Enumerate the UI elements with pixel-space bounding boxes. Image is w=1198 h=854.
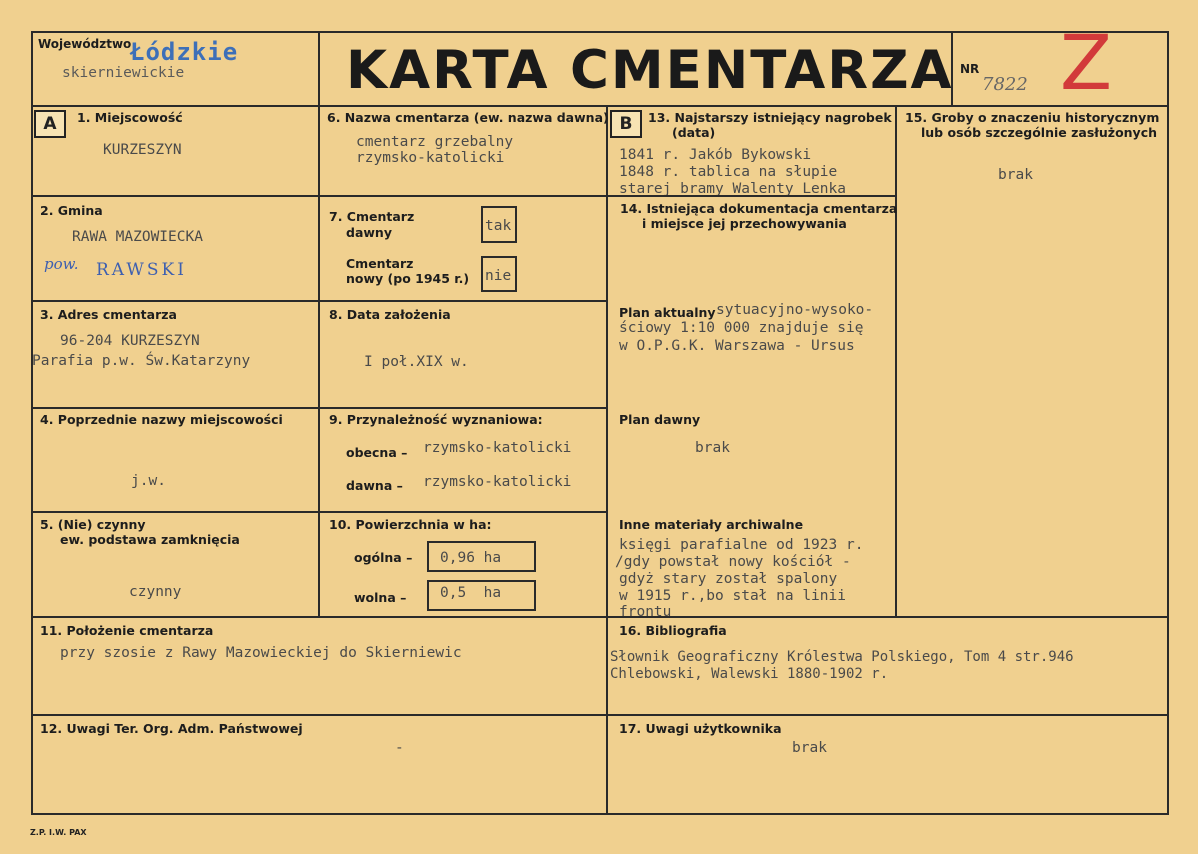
row-line-1: [32, 195, 608, 197]
field-14-inne-line3: gdyż stary został spalony: [619, 571, 838, 587]
field-14-inne-line4: w 1915 r.,bo stał na linii: [619, 588, 846, 604]
field-14-plan-aktualny-label: Plan aktualny: [619, 305, 716, 320]
field-17-value: brak: [792, 740, 827, 756]
wojewodztwo-sub: skierniewickie: [62, 65, 185, 81]
field-13-label: 13. Najstarszy istniejący nagrobek: [648, 110, 892, 125]
field-4-label: 4. Poprzednie nazwy miejscowości: [40, 412, 283, 427]
field-3-line2: Parafia p.w. Św.Katarzyny: [32, 353, 251, 369]
field-16-label: 16. Bibliografia: [619, 623, 727, 638]
field-1-value: KURZESZYN: [103, 142, 182, 158]
col-divider-1: [318, 31, 320, 617]
field-16-line2: Chlebowski, Walewski 1880-1902 r.: [610, 666, 889, 682]
field-7-nowy-label: Cmentarz: [346, 256, 414, 271]
wojewodztwo-label: Województwo: [38, 37, 132, 51]
row-line-2: [32, 300, 608, 302]
field-14-plan-line1: sytuacyjno-wysoko-: [716, 302, 874, 318]
field-13-line3: starej bramy Walenty Lenka: [619, 181, 846, 195]
field-14-sublabel: i miejsce jej przechowywania: [642, 216, 847, 231]
page-title: KARTA CMENTARZA: [346, 40, 954, 101]
nr-label: NR: [960, 62, 980, 76]
col-divider-3: [895, 105, 897, 617]
field-13-line2: 1848 r. tablica na słupie: [619, 164, 838, 180]
field-14-plan-dawny-value: brak: [695, 440, 730, 456]
field-14-plan-dawny-label: Plan dawny: [619, 412, 701, 427]
field-14-inne-line5: frontu: [619, 604, 672, 616]
field-14-plan-line3: w O.P.G.K. Warszawa - Ursus: [619, 338, 855, 354]
field-6-label: 6. Nazwa cmentarza (ew. nazwa dawna): [327, 110, 609, 125]
header-divider: [32, 105, 1169, 107]
field-12-value: -: [395, 740, 404, 756]
field-16-line1: Słownik Geograficzny Królestwa Polskiego, Tom 4 str.946: [610, 649, 1074, 665]
field-7-nowy-value: nie: [485, 268, 512, 284]
field-9-dawna-value: rzymsko-katolicki: [423, 474, 572, 490]
section-a-marker: A: [34, 110, 66, 138]
field-10-wolna-label: wolna –: [354, 590, 407, 605]
field-9-label: 9. Przynależność wyznaniowa:: [329, 412, 543, 427]
field-15-label: 15. Groby o znaczeniu historycznym: [905, 110, 1160, 125]
field-14-label: 14. Istniejąca dokumentacja cmentarza: [620, 201, 898, 216]
field-13-line1: 1841 r. Jakób Bykowski: [619, 147, 812, 163]
row-line-5: [32, 616, 1169, 618]
field-9-dawna-label: dawna –: [346, 478, 403, 493]
field-5-value: czynny: [129, 584, 182, 600]
frame-bottom: [32, 813, 1169, 815]
field-3-line1: 96-204 KURZESZYN: [60, 333, 200, 349]
field-11-value: przy szosie z Rawy Mazowieckiej do Skierniewic: [60, 645, 462, 661]
section-b-marker: B: [610, 110, 642, 138]
field-3-label: 3. Adres cmentarza: [40, 307, 177, 322]
field-15-sublabel: lub osób szczególnie zasłużonych: [921, 125, 1158, 140]
field-15-value: brak: [998, 167, 1033, 183]
category-mark: Z: [1060, 18, 1113, 107]
field-8-value: I poł.XIX w.: [364, 354, 469, 370]
field-6-line1: cmentarz grzebalny: [356, 134, 514, 150]
nr-value: 7822: [982, 74, 1028, 95]
frame-top: [32, 31, 1169, 33]
row-line-b: [607, 195, 896, 197]
field-10-wolna-value: 0,5 ha: [440, 585, 502, 601]
field-9-obecna-value: rzymsko-katolicki: [423, 440, 572, 456]
field-9-obecna-label: obecna –: [346, 445, 408, 460]
frame-left: [31, 31, 33, 815]
field-14-inne-line2: /gdy powstał nowy kościół -: [615, 554, 851, 570]
field-4-value: j.w.: [131, 473, 166, 489]
row-line-3: [32, 407, 608, 409]
field-1-label: 1. Miejscowość: [77, 110, 183, 125]
field-7-label: 7. Cmentarz: [329, 209, 415, 224]
field-5-label: 5. (Nie) czynny: [40, 517, 146, 532]
field-7-dawny-value: tak: [485, 218, 512, 234]
field-11-label: 11. Położenie cmentarza: [40, 623, 214, 638]
field-12-label: 12. Uwagi Ter. Org. Adm. Państwowej: [40, 721, 303, 736]
field-2-pow-label: pow.: [44, 255, 79, 273]
field-8-label: 8. Data założenia: [329, 307, 451, 322]
field-14-plan-line2: ściowy 1:10 000 znajduje się: [619, 320, 864, 336]
field-10-ogolna-label: ogólna –: [354, 550, 413, 565]
field-5-sublabel: ew. podstawa zamknięcia: [60, 532, 240, 547]
field-17-label: 17. Uwagi użytkownika: [619, 721, 782, 736]
field-14-inne-line1: księgi parafialne od 1923 r.: [619, 537, 864, 553]
row-line-6: [32, 714, 1169, 716]
field-2-pow-value: RAWSKI: [96, 260, 187, 280]
field-13-sublabel: (data): [672, 125, 716, 140]
wojewodztwo-stamp: Łódzkie: [130, 38, 239, 66]
field-14-inne-label: Inne materiały archiwalne: [619, 517, 804, 532]
printer-imprint: Z.P. I.W. PAX: [30, 828, 87, 837]
field-7-nowy-sublabel: nowy (po 1945 r.): [346, 271, 470, 286]
frame-right: [1167, 31, 1169, 815]
field-2-label: 2. Gmina: [40, 203, 103, 218]
field-10-ogolna-value: 0,96 ha: [440, 550, 502, 566]
row-line-4: [32, 511, 608, 513]
field-10-label: 10. Powierzchnia w ha:: [329, 517, 492, 532]
col-divider-2: [606, 105, 608, 815]
field-2-value: RAWA MAZOWIECKA: [72, 229, 203, 245]
field-6-line2: rzymsko-katolicki: [356, 150, 505, 166]
field-7-sublabel: dawny: [346, 225, 392, 240]
